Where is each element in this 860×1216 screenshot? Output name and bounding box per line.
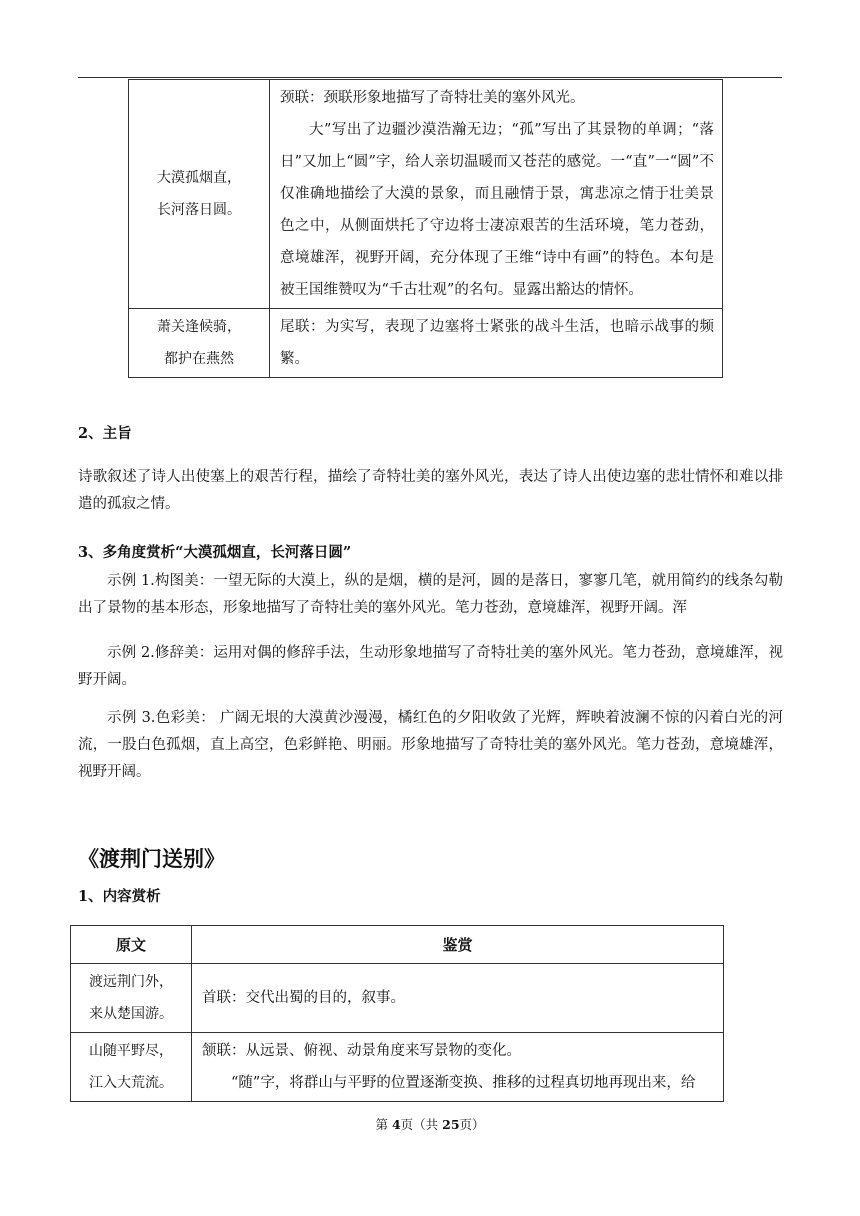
original-cell <box>71 964 192 1033</box>
appreciation-text: 尾联：为实写，表现了边塞将士紧张的战斗生活，也暗示战事的频繁。 <box>280 319 714 367</box>
original-cell <box>129 80 270 309</box>
column-header: 原文 <box>71 926 192 964</box>
table-row <box>71 964 724 1033</box>
original-cell <box>71 1033 192 1102</box>
section-heading: 1、内容赏析 <box>78 888 161 905</box>
footer-mid: 页（共 <box>400 1117 443 1132</box>
original-line: 渡远荆门外， <box>89 974 173 990</box>
poem-title: 《渡荆门送别》 <box>78 847 225 871</box>
original-line: 来从楚国游。 <box>89 1006 173 1022</box>
example-paragraph: 示例 2.修辞美：运用对偶的修辞手法，生动形象地描写了奇特壮美的塞外风光。笔力苍劲，意境雄浑，视野开阔。 <box>78 645 783 688</box>
page-footer <box>0 1115 860 1133</box>
footer-suffix: 页） <box>459 1117 485 1132</box>
appreciation-text: 颔联：从远景、俯视、动景角度来写景物的变化。 <box>202 1043 521 1059</box>
example-paragraph: 示例 3.色彩美： 广阔无垠的大漠黄沙漫漫，橘红色的夕阳收敛了光辉，辉映着波澜不惊的闪着白光的河流，一股白色孤烟，直上高空，色彩鲜艳、明丽。形象地描写了奇特壮美的塞外风光。笔力苍劲，意境雄浑，视野开阔。 <box>78 710 783 780</box>
appreciation-cell <box>270 309 723 378</box>
original-line: 江入大荒流。 <box>89 1075 173 1091</box>
page-number: 4 <box>391 1117 401 1132</box>
table-row <box>129 309 723 378</box>
table-header-row <box>71 926 724 964</box>
original-line: 山随平野尽， <box>89 1043 173 1059</box>
appreciation-cell <box>192 964 724 1033</box>
theme-text: 诗歌叙述了诗人出使塞上的艰苦行程，描绘了奇特壮美的塞外风光，表达了诗人出使边塞的悲壮情怀和难以排遣的孤寂之情。 <box>78 469 783 512</box>
example-paragraph: 示例 1.构图美：一望无际的大漠上，纵的是烟，横的是河，圆的是落日，寥寥几笔，就用简约的线条勾勒出了景物的基本形态，形象地描写了奇特壮美的塞外风光。笔力苍劲，意境雄浑，视野开阔。浑 <box>78 573 783 616</box>
section-heading: 2、主旨 <box>78 425 132 442</box>
appreciation-cell <box>192 1033 724 1102</box>
section-heading: 3、多角度赏析“大漠孤烟直，长河落日圆” <box>78 544 352 561</box>
table-1 <box>128 79 723 378</box>
original-line: 都护在燕然 <box>164 351 234 367</box>
header-rule <box>78 77 782 78</box>
column-header: 鉴赏 <box>192 926 724 964</box>
table-row <box>71 1033 724 1102</box>
original-cell <box>129 309 270 378</box>
appreciation-text: “随”字，将群山与平野的位置逐渐变换、推移的过程真切地再现出来，给 <box>231 1075 696 1091</box>
appreciation-cell <box>270 80 723 309</box>
appreciation-text: 首联：交代出蜀的目的，叙事。 <box>202 990 405 1006</box>
table-2 <box>70 925 724 1102</box>
footer-prefix: 第 <box>375 1117 392 1132</box>
original-line: 大漠孤烟直， <box>157 170 241 186</box>
appreciation-text: 颈联：颈联形象地描写了奇特壮美的塞外风光。 <box>280 90 585 106</box>
total-pages: 25 <box>442 1117 460 1132</box>
original-line: 长河落日圆。 <box>157 202 241 218</box>
original-line: 萧关逢候骑， <box>157 319 241 335</box>
table-row <box>129 80 723 309</box>
appreciation-text: 大”写出了边疆沙漠浩瀚无边；“孤”写出了其景物的单调；“落日”又加上“圆”字，给人亲切温暖而又苍茫的感觉。一“直”一“圆”不仅准确地描绘了大漠的景象，而且融情于景，寓悲凉之情于壮美景色之中，从侧面烘托了守边将士凄凉艰苦的生活环境，笔力苍劲，意境雄浑，视野开阔，充分体现了王维“诗中有画”的特色。本句是被王国维赞叹为“千古壮观”的名句。显露出豁达的情怀。 <box>280 122 714 298</box>
